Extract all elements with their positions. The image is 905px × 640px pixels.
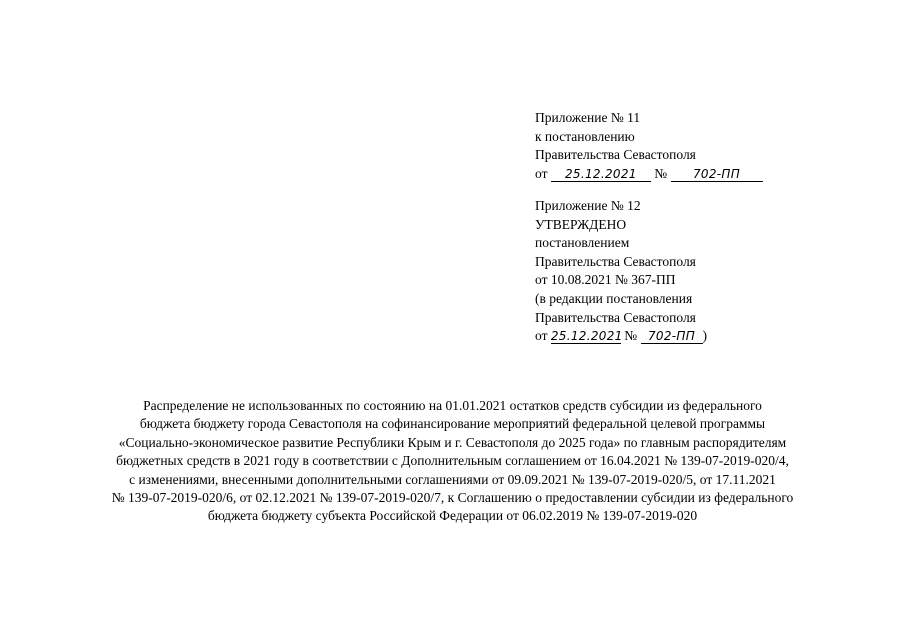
edition-government: Правительства Севастополя (535, 309, 696, 325)
appendix-11-title: Приложение № 11 (535, 110, 641, 125)
date-prefix: от (535, 165, 548, 181)
handwritten-date: 25.12.2021 (551, 167, 651, 182)
number-prefix: № (654, 165, 668, 181)
by-resolution: постановлением (535, 235, 630, 251)
title-line: бюджетных средств в 2021 году в соответствии с Дополнительным соглашением от 16.04.2021 № 139-07-2019-020/4, (116, 453, 789, 469)
title-line: «Социально-экономическое развитие Республики Крым и г. Севастополя до 2025 года» по главным распорядителям (118, 434, 787, 450)
appendix-11-to-resolution: к постановлению (535, 128, 635, 144)
appendix-11-date-line (535, 165, 763, 184)
handwritten-date: 25.12.2021 (550, 329, 623, 344)
title-line: бюджета бюджету города Севастополя на софинансирование мероприятий федеральной целевой программы (139, 416, 766, 432)
title-line: Распределение не использованных по состоянию на 01.01.2021 остатков средств субсидии из федерального (143, 398, 762, 413)
handwritten-number: 702-ПП (671, 167, 763, 182)
handwritten-number: 702-ПП (641, 329, 703, 344)
title-line: бюджета бюджету субъекта Российской Федерации от 06.02.2019 № 139-07-2019-020 (207, 508, 698, 524)
appendix-12-title: Приложение № 12 (535, 198, 641, 213)
edition-note: (в редакции постановления (535, 290, 693, 306)
appendix-11-government: Правительства Севастополя (535, 147, 696, 163)
appendix-12-date-line (535, 327, 707, 346)
title-line: № 139-07-2019-020/6, от 02.12.2021 № 139-07-2019-020/7, к Соглашению о предоставлении субсидии из федерального (111, 490, 794, 506)
original-resolution-ref: от 10.08.2021 № 367-ПП (535, 272, 676, 288)
appendix-12-header (535, 197, 707, 346)
appendix-11-header (535, 109, 763, 183)
number-prefix: № (624, 328, 638, 344)
appendix-12-government: Правительства Севастополя (535, 253, 696, 269)
title-line: с изменениями, внесенными дополнительными соглашениями от 09.09.2021 № 139-07-2019-020/5, от 17.11.2021 (129, 471, 776, 487)
closing-paren: ) (702, 328, 707, 344)
document-title (55, 397, 850, 526)
date-prefix: от (535, 328, 548, 344)
approved-label: УТВЕРЖДЕНО (535, 216, 627, 232)
